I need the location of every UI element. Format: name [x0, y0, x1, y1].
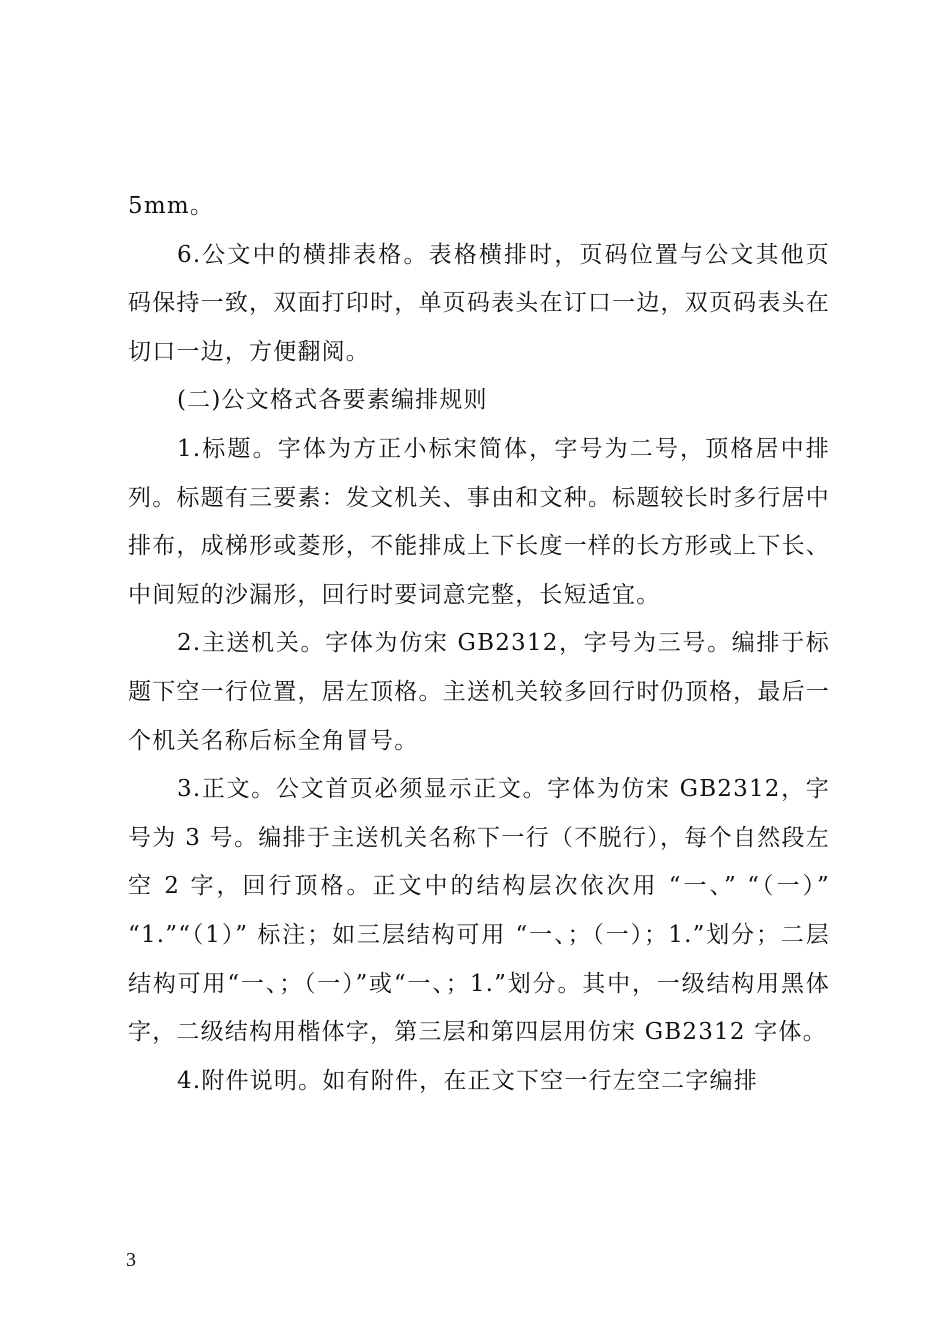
section-heading-element-rules: (二)公文格式各要素编排规则	[177, 387, 488, 414]
paragraph-item-3-body-text: 3.正文。公文首页必须显示正文。字体为仿宋 GB2312，字号为 3 号。编排于主送机关名称下一行（不脱行），每个自然段左空 2 字，回行顶格。正文中的结构层次依次用 “一、” “（一）” “1.”“（1）” 标注；如三层结构可用 “一、；（一）；1.”划分；二层结构可用“一、；（一）”或“一、；1.”划分。其中，一级结构用黑体字，二级结构用楷体字，第三层和第四层用仿宋 GB2312 字体。	[128, 776, 830, 1046]
paragraph-item-2-recipient: 2.主送机关。字体为仿宋 GB2312，字号为三号。编排于标题下空一行位置，居左顶格。主送机关较多回行时仍顶格，最后一个机关名称后标全角冒号。	[128, 630, 830, 754]
paragraph-continuation: 5mm。	[128, 193, 215, 219]
paragraph-item-4-attachment: 4.附件说明。如有附件，在正文下空一行左空二字编排	[177, 1067, 758, 1094]
paragraph-item-1-title: 1.标题。字体为方正小标宋简体，字号为二号，顶格居中排列。标题有三要素：发文机关、事由和文种。标题较长时多行居中排布，成梯形或菱形，不能排成上下长度一样的长方形或上下长、中间短的沙漏形，回行时要词意完整，长短适宜。	[128, 435, 830, 608]
paragraph-item-6-horizontal-tables: 6.公文中的横排表格。表格横排时，页码位置与公文其他页码保持一致，双面打印时，单页码表头在订口一边，双页码表头在切口一边，方便翻阅。	[128, 241, 830, 365]
document-body	[128, 182, 830, 1105]
page-number: 3	[126, 1249, 136, 1271]
